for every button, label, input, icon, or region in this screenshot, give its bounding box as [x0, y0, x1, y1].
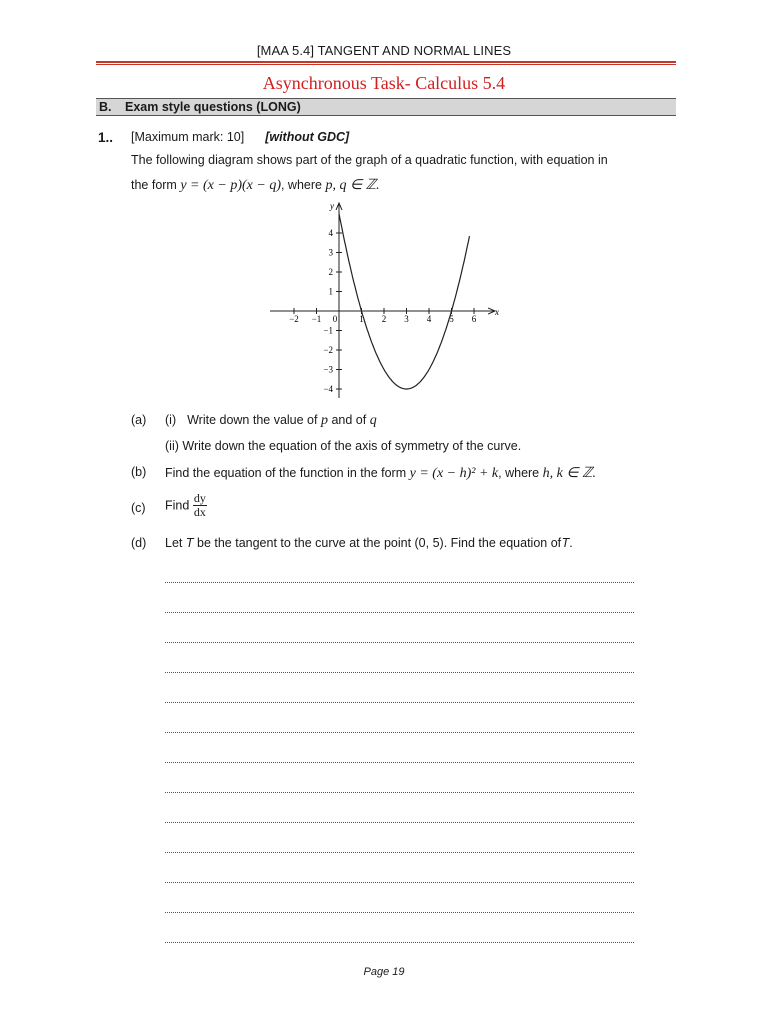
question-number: 1..	[98, 130, 114, 145]
part-d-label: (d)	[131, 536, 147, 550]
fraction-denominator: dx	[193, 505, 206, 519]
part-b-where: , where	[498, 466, 540, 480]
quadratic-graph	[262, 198, 512, 403]
answer-line[interactable]	[165, 612, 634, 613]
y-tick-label: 3	[328, 247, 333, 258]
part-d-T2: T	[561, 536, 570, 550]
x-tick-label: −1	[311, 314, 322, 324]
part-a-i-and: and of	[331, 413, 367, 427]
intro-where: , where	[280, 178, 322, 192]
part-b	[165, 465, 596, 482]
y-tick-label: −1	[323, 325, 333, 336]
part-c	[165, 492, 207, 519]
header-rule-bottom	[96, 64, 676, 65]
x-tick-label: 6	[471, 314, 477, 324]
fraction-numerator: dy	[193, 491, 206, 505]
document-header: [MAA 5.4] TANGENT AND NORMAL LINES	[256, 43, 512, 58]
answer-line[interactable]	[165, 822, 634, 823]
answer-line[interactable]	[165, 702, 634, 703]
x-axis-label: x	[495, 307, 499, 317]
x-tick-label: 3	[404, 314, 409, 324]
parabola-curve	[339, 214, 470, 390]
part-b-equation: y = (x − h)² + k	[409, 466, 499, 481]
part-b-label: (b)	[131, 465, 147, 479]
part-a-i-p: p	[320, 413, 328, 428]
answer-line[interactable]	[165, 912, 634, 913]
x-tick-label: −2	[289, 314, 299, 324]
answer-line[interactable]	[165, 672, 634, 673]
part-d-text-1: Let	[165, 536, 183, 550]
section-heading	[96, 98, 676, 116]
header-rule-top	[96, 61, 676, 63]
part-d-text-2: be the tangent to the curve at the point (0, 5). Find the equation of	[197, 536, 562, 550]
y-tick-label: −3	[323, 364, 333, 375]
y-tick-label: 4	[328, 228, 333, 238]
x-tick-label: 2	[381, 314, 387, 324]
y-tick-label: −2	[323, 345, 333, 355]
y-tick-label: 2	[328, 267, 333, 277]
answer-line[interactable]	[165, 852, 634, 853]
x-tick-label: 0	[332, 314, 338, 324]
intro-line-2	[131, 177, 380, 194]
section-number: B.	[99, 100, 112, 114]
answer-line[interactable]	[165, 882, 634, 883]
gdc-note: [without GDC]	[265, 130, 350, 144]
y-tick-label: −4	[323, 384, 333, 394]
intro-equation: y = (x − p)(x − q)	[180, 178, 281, 193]
answer-line[interactable]	[165, 732, 634, 733]
part-c-label: (c)	[131, 501, 146, 515]
part-a-i-label: (i)	[165, 413, 177, 427]
intro-line-1: The following diagram shows part of the graph of a quadratic function, with equation in	[131, 153, 608, 167]
max-mark: [Maximum mark: 10]	[131, 130, 245, 144]
x-tick-label: 5	[449, 314, 454, 324]
y-axis-label: y	[330, 201, 334, 211]
part-a-ii-text: Write down the equation of the axis of symmetry of the curve.	[182, 439, 522, 453]
part-d	[165, 536, 573, 550]
intro-prefix: the form	[131, 178, 177, 192]
part-b-set: h, k ∈ ℤ.	[542, 466, 596, 481]
y-tick-label: 1	[328, 286, 333, 297]
page-number: Page 19	[363, 966, 405, 978]
answer-line[interactable]	[165, 582, 634, 583]
answer-line[interactable]	[165, 942, 634, 943]
part-a-label: (a)	[131, 413, 147, 427]
derivative-fraction	[193, 492, 207, 519]
answer-line[interactable]	[165, 762, 634, 763]
part-a-i	[165, 413, 377, 429]
answer-line[interactable]	[165, 792, 634, 793]
x-tick-label: 1	[359, 314, 364, 324]
part-a-ii	[165, 439, 521, 453]
graph-axes	[270, 204, 494, 398]
part-a-i-text: Write down the value of	[187, 413, 318, 427]
part-c-text: Find	[165, 498, 190, 513]
task-title: Asynchronous Task- Calculus 5.4	[262, 73, 506, 93]
part-d-end: .	[569, 536, 573, 550]
x-tick-label: 4	[426, 314, 432, 324]
part-a-i-q: q	[369, 413, 377, 428]
section-label: Exam style questions (LONG)	[125, 100, 301, 114]
part-b-text: Find the equation of the function in the form	[165, 466, 407, 480]
answer-line[interactable]	[165, 642, 634, 643]
part-d-T: T	[185, 536, 194, 550]
intro-set: p, q ∈ ℤ.	[325, 178, 380, 193]
part-a-ii-label: (ii)	[165, 439, 179, 453]
question-meta	[131, 130, 349, 144]
